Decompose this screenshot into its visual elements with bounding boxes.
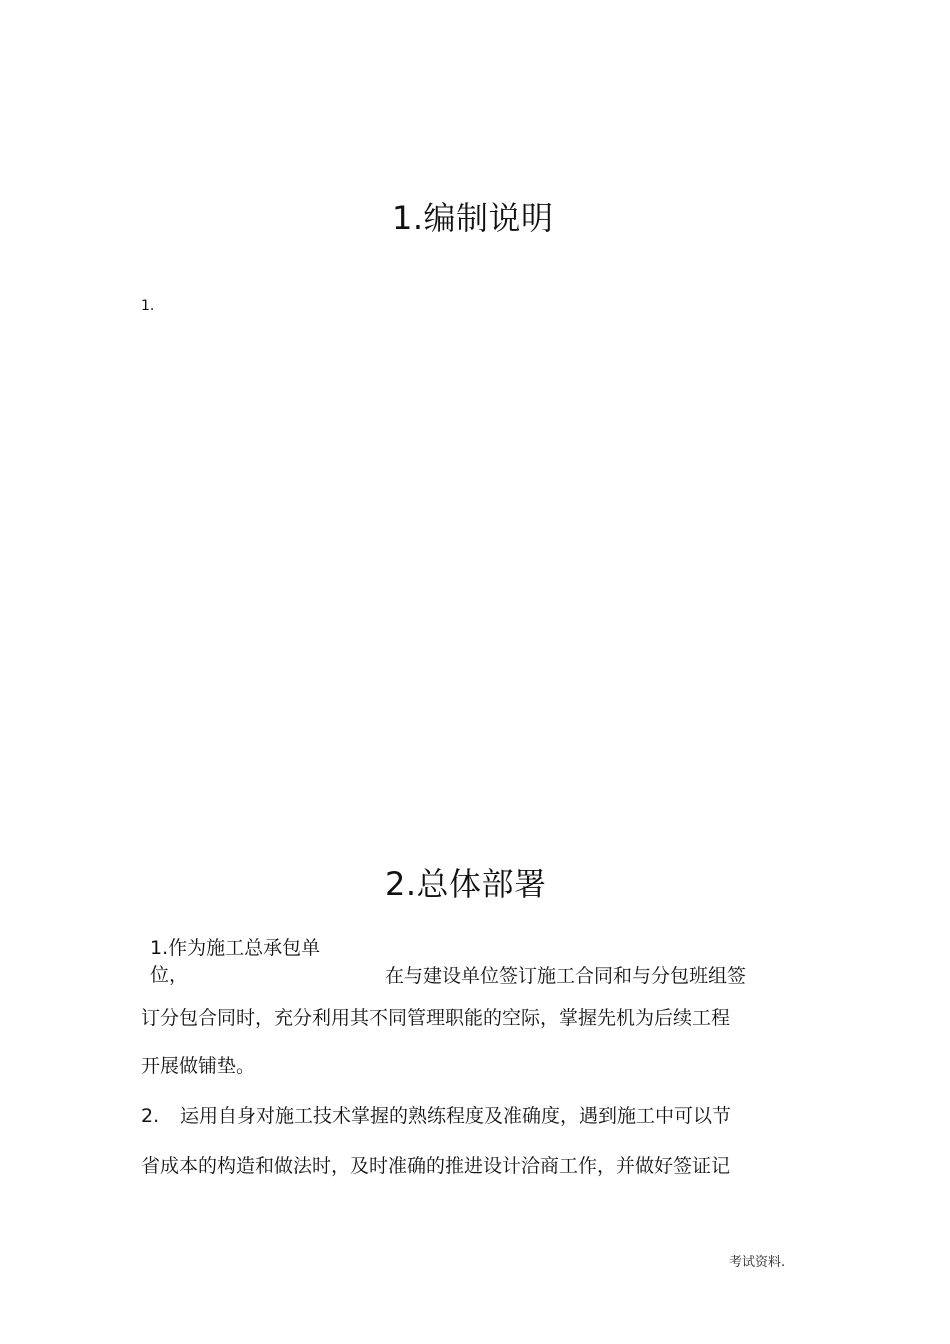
item-2-line-1: 运用自身对施工技术掌握的熟练程度及准确度，遇到施工中可以节 [180,1105,732,1127]
section-1-item-number: 1. [141,298,155,314]
page-footer: 考试资料. [729,1255,786,1270]
item-2-number: 2. [141,1105,160,1127]
section-1-title: 1.编制说明 [392,199,554,237]
item-1-line-1: 1.作为施工总承包单 [150,937,321,959]
section-2-title: 2.总体部署 [385,865,547,903]
item-1-line-3: 订分包合同时，充分利用其不同管理职能的空际，掌握先机为后续工程 [141,1007,731,1029]
item-2-line-2: 省成本的构造和做法时，及时准确的推进设计洽商工作，并做好签证记 [141,1155,731,1177]
item-1-line-4: 开展做铺垫。 [141,1055,256,1077]
item-1-line-2a: 位， [150,964,189,986]
item-1-line-2b: 在与建设单位签订施工合同和与分包班组签 [385,965,747,987]
